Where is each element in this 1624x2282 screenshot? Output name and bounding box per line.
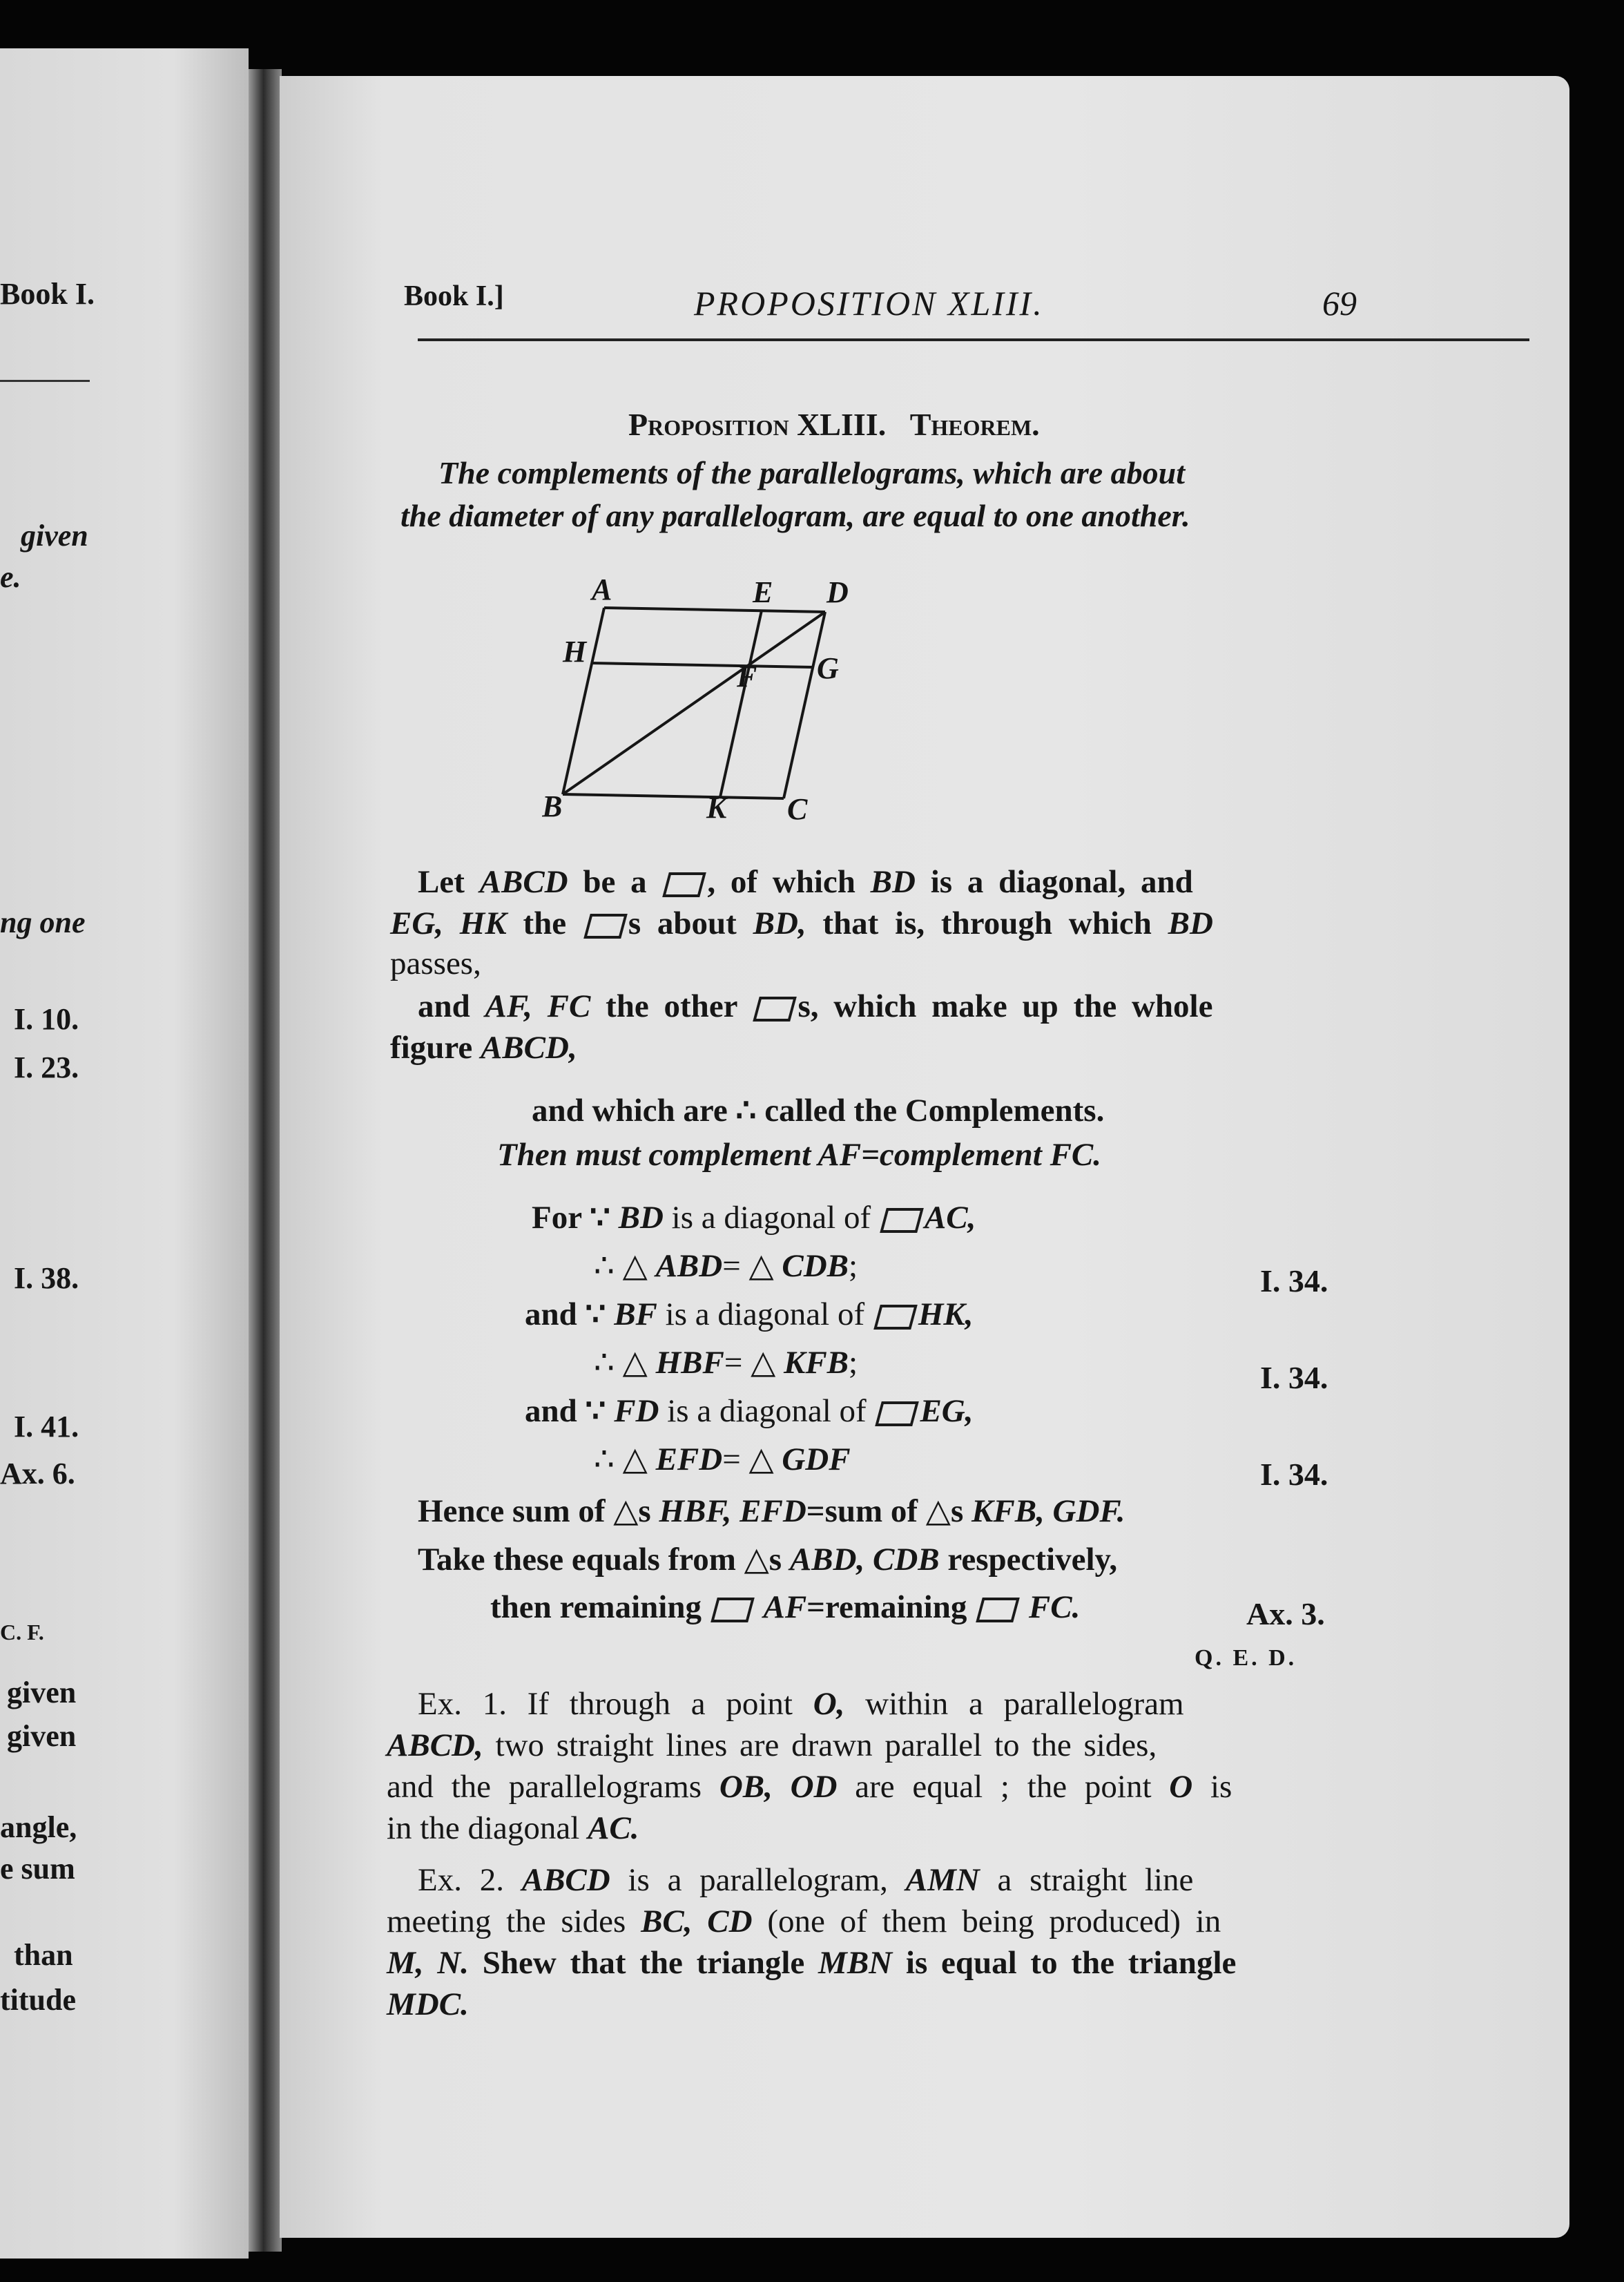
left-header-rule: [0, 380, 90, 382]
setup-line-3: passes,: [390, 946, 481, 981]
reference-3: I. 34.: [1260, 1457, 1328, 1492]
enunciation-line-2: the diameter of any parallelogram, are equal to one another.: [400, 498, 1190, 533]
exercise-2-line-3: M, N. Shew that the triangle MBN is equal to the triangle: [387, 1945, 1237, 1981]
left-fragment: I. 23.: [14, 1051, 79, 1084]
exercise-2-line-4: MDC.: [387, 1986, 469, 2022]
label-d: D: [826, 575, 849, 609]
reference-2: I. 34.: [1260, 1360, 1328, 1395]
left-fragment: given: [21, 519, 88, 553]
running-header-book: Book I.]: [404, 280, 504, 312]
label-k: K: [706, 791, 727, 825]
proposition-heading: [628, 406, 1040, 443]
exercise-2-line-1: Ex. 2. ABCD is a parallelogram, AMN a straight line: [418, 1862, 1194, 1898]
left-fragment: I. 38.: [14, 1261, 79, 1295]
take-equals-line: Take these equals from △s ABD, CDB respectively,: [418, 1542, 1118, 1578]
setup-line-5: figure ABCD,: [390, 1030, 577, 1066]
left-fragment: given: [7, 1676, 77, 1709]
line-hg: [592, 663, 813, 667]
left-fragment: I. 41.: [14, 1410, 79, 1444]
parallelogram-symbol: [583, 914, 628, 939]
page-number: 69: [1322, 284, 1357, 323]
proof-step-2: ∴ △ ABD= △ CDB;: [594, 1248, 858, 1284]
label-f: F: [737, 660, 757, 693]
label-g: G: [817, 651, 839, 685]
side-bc: [563, 794, 784, 798]
side-ad: [604, 608, 825, 612]
remaining-line: then remaining AF=remaining FC.: [490, 1589, 1081, 1625]
exercise-1-line-4: in the diagonal AC.: [387, 1810, 639, 1846]
parallelogram-symbol: [876, 1401, 920, 1426]
label-h: H: [563, 635, 587, 669]
parallelogram-symbol: [873, 1305, 918, 1330]
left-page-header: Book I.: [0, 277, 95, 311]
proof-step-5: and ∵ FD is a diagonal of EG,: [525, 1393, 974, 1429]
setup-line-6: and which are ∴ called the Complements.: [532, 1093, 1105, 1129]
label-b: B: [542, 789, 563, 823]
proof-step-3: and ∵ BF is a diagonal of HK,: [525, 1296, 974, 1332]
parallelogram-symbol: [710, 1598, 755, 1622]
left-fragment: e sum: [0, 1852, 75, 1886]
header-rule: [418, 338, 1529, 341]
left-fragment: Ax. 6.: [0, 1457, 75, 1490]
book-gutter: [249, 69, 282, 2252]
left-fragment: I. 10.: [14, 1002, 79, 1036]
left-fragment: ng one: [0, 905, 86, 939]
proof-step-1: For ∵ BD is a diagonal of AC,: [532, 1200, 976, 1236]
label-e: E: [753, 575, 773, 609]
reference-1: I. 34.: [1260, 1263, 1328, 1298]
left-fragment: titude: [0, 1983, 76, 2017]
conclusion-statement: Then must complement AF=complement FC.: [497, 1137, 1102, 1173]
left-fragment: C. F.: [0, 1620, 44, 1645]
left-fragment: angle,: [0, 1810, 77, 1844]
axiom-reference: Ax. 3.: [1246, 1596, 1325, 1631]
label-a: A: [592, 573, 612, 606]
enunciation-line-1: The complements of the parallelograms, which are about: [438, 455, 1186, 490]
line-ek: [720, 611, 762, 797]
exercise-1-line-3: and the parallelograms OB, OD are equal ; the point O is: [387, 1769, 1232, 1805]
left-fragment: e.: [0, 560, 21, 594]
running-header-title: PROPOSITION XLIII.: [694, 284, 1044, 323]
parallelogram-figure: [542, 566, 873, 829]
parallelogram-symbol: [976, 1598, 1020, 1622]
qed: Q. E. D.: [1195, 1645, 1297, 1671]
proof-step-6: ∴ △ EFD= △ GDF: [594, 1441, 851, 1477]
exercise-1-line-1: Ex. 1. If through a point O, within a parallelogram: [418, 1686, 1184, 1722]
parallelogram-symbol: [753, 997, 798, 1022]
left-fragment: than: [14, 1938, 73, 1972]
exercise-2-line-2: meeting the sides BC, CD (one of them being produced) in: [387, 1904, 1221, 1939]
setup-line-2: EG, HK the s about BD, that is, through which BD: [390, 905, 1213, 941]
parallelogram-symbol: [880, 1208, 924, 1233]
proof-step-4: ∴ △ HBF= △ KFB;: [594, 1345, 858, 1381]
label-c: C: [787, 792, 808, 826]
parallelogram-symbol: [663, 872, 707, 897]
proposition-number: Proposition XLIII.: [628, 407, 887, 442]
side-dc: [784, 612, 825, 798]
exercise-1-line-2: ABCD, two straight lines are drawn parallel to the sides,: [387, 1727, 1157, 1763]
setup-line-4: and AF, FC the other s, which make up the whole: [418, 988, 1213, 1024]
left-page-fragment: [0, 48, 249, 2259]
diagonal-bd: [563, 612, 825, 794]
setup-line-1: Let ABCD be a , of which BD is a diagonal, and: [418, 864, 1193, 900]
left-fragment: given: [7, 1719, 77, 1753]
main-page: [280, 76, 1569, 2238]
proposition-kind: Theorem.: [909, 407, 1040, 442]
hence-line: Hence sum of △s HBF, EFD=sum of △s KFB, GDF.: [418, 1493, 1125, 1529]
